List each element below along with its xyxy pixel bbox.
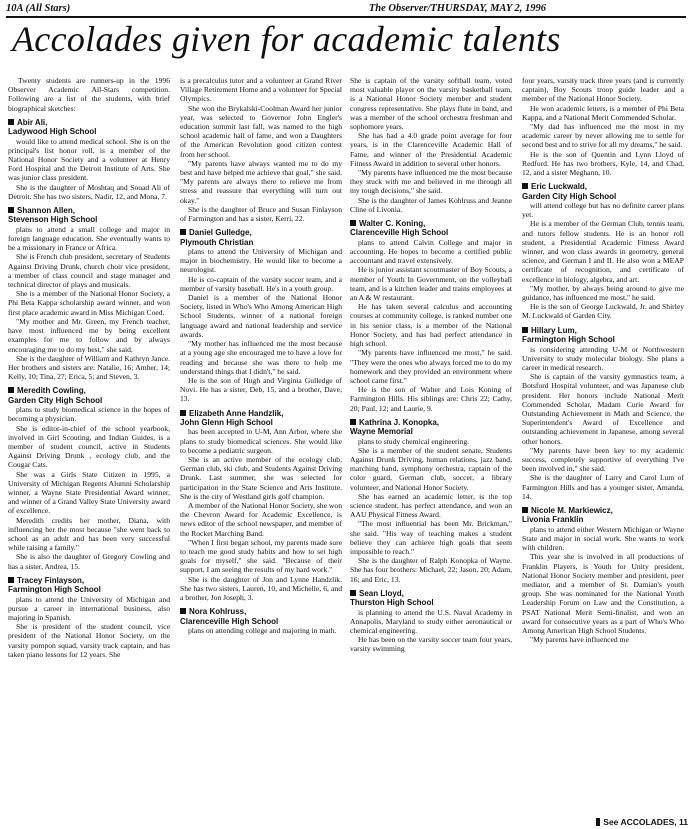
- paragraph: Meredith credits her mother, Diana, with influencing her the most because "she went back to school as an adult and has been very successful while raising a family.": [8, 515, 170, 553]
- student-school: Garden City High School: [8, 395, 103, 405]
- paragraph: "My parents have influenced me most," he said. "They were the ones who always forced me to do my homework and they provided an environment where school came first.": [350, 348, 512, 385]
- paragraph: She was a Girls State Citizen in 1995, a University of Michigan Regents Alumni Scholarship winner, a Wayne State Presidential Award winner, and winner of a Grand Valley State University award of excellence.: [8, 469, 170, 516]
- bullet-square-icon: [180, 229, 186, 235]
- paragraph: He is the son of Walter and Lois Koning of Farmington Hills. His siblings are: Chris 22; Cathy, 20; Paul, 12; and Laurie, 9.: [350, 385, 512, 413]
- paragraph: She is a member of the student senate, Students Against Drunk Driving, human relations, jazz band, marching band, symphony orchestra, captain of the color guard, German club, soccer, a library volunteer, and National Honor Society.: [350, 445, 512, 492]
- paragraph: A member of the National Honor Society, she won the Chevron Award for Academic Excellence, is news editor of the school newspaper, and member of the Rocket Marching Band.: [180, 500, 342, 538]
- section-label: 10A (All Stars): [6, 3, 71, 14]
- bullet-square-icon: [522, 327, 528, 333]
- student-name: Nora Kohlruss,: [189, 607, 247, 617]
- paragraph: would like to attend medical school. She is on the principal's list honor roll, is a member of the National Honor Society and a volunteer at Henry Ford Hospital and the Detroit Institute of Arts. She was junior class president.: [8, 136, 170, 183]
- paragraph: "My mother and Mr. Green, my French teacher, have most influenced me by being excellent examples for me to follow and by always encouraging me to do my best," she said.: [8, 316, 170, 354]
- paragraph: He is the son of George Luckwald, Jr. and Shirley M. Luckwald of Garden City.: [522, 302, 684, 321]
- student-heading: [522, 506, 684, 525]
- student-school: Stevenson High School: [8, 215, 98, 225]
- paragraph: plans to attend the University of Michigan and pursue a career in international business, also majoring in Spanish.: [8, 594, 170, 622]
- student-school: Clarenceville High School: [350, 228, 449, 238]
- student-heading: [8, 206, 170, 225]
- student-name: Walter C. Koning,: [359, 219, 426, 229]
- paragraph: plans to attend Calvin College and major in accounting. He hopes to become a certified public accountant and travel extensively.: [350, 237, 512, 266]
- student-heading: [8, 576, 170, 595]
- paragraph: She is a member of the National Honor Society, a Phi Beta Kappa scholarship award winner, and won first place academic award in Miss Michigan Coed.: [8, 289, 170, 317]
- paragraph: She is president of the student council, vice president of the National Honor Society, on the varsity pompon squad, varsity track captain, and has taken piano lessons for 12 years. She: [8, 622, 170, 659]
- paragraph: plans to attend the University of Michigan and major in biochemistry. He would like to become a neurologist.: [180, 247, 342, 275]
- student-school: Plymouth Christian: [180, 237, 254, 247]
- paragraph: She is the daughter of Jon and Lynne Handzlik. She has two sisters, Lauren, 10, and Michelle, 6, and a brother, Jon Joseph, 3.: [180, 574, 342, 602]
- paragraph: She is captain of the varsity gymnastics team, a Botsford Hospital volunteer, and was Japanese club president. Her honors include National Merit Commended Scholar, Madam Curie Award for Outstanding Achievement in Math and Science, the Superintendent's Award of Excellence and outstanding achievement in Japanese, among several other honors.: [522, 372, 684, 446]
- jump-marker: [596, 818, 600, 826]
- paragraph: Twenty students are runners-up in the 1996 Observer Academic All-Stars competition. Following are a list of the students, with brief biographical sketches:: [8, 76, 170, 113]
- paragraph: plans to study biomedical science in the hopes of becoming a physician.: [8, 405, 170, 424]
- bullet-square-icon: [180, 410, 186, 416]
- paragraph: four years, varsity track three years (and is currently captain), Boy Scouts troop guide leader and a member of the National Honor Society.: [522, 76, 684, 104]
- student-heading: [180, 228, 342, 247]
- paragraph: Daniel is a member of the National Honor Society, listed in Who's Who Among American High School Students, winner of a national foreign language award and national leadership and service awards.: [180, 293, 342, 339]
- paragraph: She is the daughter of William and Kathryn Jance. Her brothers and sisters are: Natalie, 16; Amber, 14; Kelly, 10; Tina, 27; Erica, 5; and Steven, 3.: [8, 353, 170, 382]
- paragraph: "My mother, by always being around to give me guidance, has influenced me most," he said.: [522, 283, 684, 303]
- student-heading: [350, 418, 512, 437]
- student-name: Meredith Cowling,: [17, 386, 86, 396]
- paragraph: She is French club president, secretary of Students Against Driving Drunk, church choir vice president, a member of class council and stage manager and technical director of plays and musicals.: [8, 252, 170, 290]
- student-name: Daniel Gulledge,: [189, 228, 252, 238]
- student-school: Clarenceville High School: [180, 616, 279, 626]
- paragraph: plans to attend either Western Michigan or Wayne State and major in social work. She wants to work with children.: [522, 524, 684, 553]
- column-1: [8, 76, 170, 811]
- paragraph: plans to attend a small college and major in foreign language education. She eventually wants to be a missionary in France or Africa.: [8, 224, 170, 253]
- student-name: Sean Lloyd,: [359, 588, 404, 598]
- paragraph: "My mother has influenced me the most because at a young age she encouraged me to have a love for reading and because she was there to help me understand things that I didn't," he said.: [180, 339, 342, 376]
- paragraph: She is the daughter of James Kohlruss and Jeanne Cline of Livonia.: [350, 195, 512, 214]
- paragraph: She is an active member of the ecology club, German club, ski club, and Students Against Driving Drunk. Last summer, she was selected for participation in the State Science and Arts Institute. She is the city of Westland girls golf champion.: [180, 454, 342, 501]
- student-name: Tracey Finlayson,: [17, 575, 85, 585]
- paragraph: He is the son of Hugh and Virginia Gulledge of Novi. He has a sister, Deb, 15, and a brother, Dave, 13.: [180, 375, 342, 404]
- bullet-square-icon: [8, 387, 14, 393]
- bullet-square-icon: [522, 183, 528, 189]
- bullet-square-icon: [522, 507, 528, 513]
- paragraph: He is co-captain of the varsity soccer team, and a member of varsity baseball. He's in a youth group.: [180, 274, 342, 293]
- column-2: [180, 76, 342, 811]
- article-body: [8, 76, 684, 811]
- student-school: Livonia Franklin: [522, 515, 584, 525]
- jump-text: See ACCOLADES, 11: [603, 817, 688, 827]
- bullet-square-icon: [8, 577, 14, 583]
- student-name: Kathrina J. Konopka,: [359, 417, 440, 427]
- student-heading: [180, 607, 342, 626]
- student-name: Shannon Allen,: [17, 206, 75, 216]
- paragraph: She is captain of the varsity softball team, voted most valuable player on the varsity basketball team, is a National Honor Society member and student congress representative. She plays flute in band, and was a member of the school orchestra freshman and sophomore years.: [350, 76, 512, 132]
- paragraph: She is the daughter of Larry and Carol Lum of Farmington Hills and has a younger sister, Amanda, 14.: [522, 473, 684, 501]
- paragraph: This year she is involved in all productions of Franklin Players, is Youth for Unity president, National Honor Society member and president, peer mediator, and a member of St. Damian's youth group. She was nominated for the National Youth Leadership Forum on Law and the Constitution, a PSAT National Merit Semi-finalist, and won an award for consecutive years as a part of Who's Who Among American High School Students.: [522, 552, 684, 635]
- paragraph: will attend college but has no definite career plans yet.: [522, 201, 684, 220]
- bullet-square-icon: [350, 590, 356, 596]
- paragraph: He is the son of Quentin and Lynn Lloyd of Redford. He has two brothers, Kyle, 14, and Chad, 12, and a sister Meghann, 10.: [522, 149, 684, 178]
- paragraph: plans on attending college and majoring in math.: [188, 626, 337, 635]
- student-heading: [180, 409, 342, 428]
- paragraph: He is a member of the German Club, tennis team, and tutors fellow students. He is an honor roll student, a Presidential Academic Fitness Award winner, and won class awards in geometry, general science, and German I and II. He also won a MEAP certificate of recognition, and certificate of excellence in biology, algebra, and art.: [522, 219, 684, 284]
- paper-dateline: The Observer/THURSDAY, MAY 2, 1996: [368, 3, 546, 14]
- paragraph: "My dad has influenced me the most in my academic career by never allowing me to settle for second best and to strive for all my dreams," he said.: [522, 122, 684, 150]
- student-school: Garden City High School: [522, 191, 617, 201]
- paragraph: is a precalculus tutor and a volunteer at Grand River Village Retirement Home and a volunteer for Special Olympics.: [180, 76, 342, 104]
- student-heading: [350, 219, 512, 238]
- student-heading: [522, 182, 684, 201]
- student-school: Wayne Memorial: [350, 427, 413, 437]
- student-name: Eric Luckwald,: [531, 182, 588, 192]
- bullet-square-icon: [8, 207, 14, 213]
- column-3: [350, 76, 512, 811]
- student-school: Ladywood High School: [8, 127, 97, 137]
- student-name: Abir Ali,: [17, 117, 48, 127]
- paragraph: "My parents have influenced me: [530, 635, 629, 645]
- bullet-square-icon: [350, 220, 356, 226]
- paragraph: She is the daughter of Bruce and Susan Finlayson of Farmington and has a sister, Kerri, 22.: [180, 204, 342, 224]
- student-school: Farmington High School: [8, 585, 101, 595]
- paragraph: "The most influential has been Mr. Brickman," she said. "His way of teaching makes a student believe they can achieve high goals that seem impossible to reach.": [350, 519, 512, 556]
- student-name: Nicole M. Markiewicz,: [531, 505, 613, 515]
- paragraph: She won the Brykalski-Coolman Award her junior year, was selected to Governor John Engler's education summit last fall, was named to the high school academic hall of fame, and won a Daughters of the American Revolution good citizen contest from her school.: [180, 103, 342, 159]
- student-school: John Glenn High School: [180, 417, 273, 427]
- student-name: Hillary Lum,: [531, 325, 577, 335]
- jump-line: [596, 817, 688, 827]
- paragraph: has been accepted to U-M, Ann Arbor, where she plans to study biomedical sciences. She would like to become a pediatric surgeon.: [180, 427, 342, 455]
- student-school: Thurston High School: [350, 598, 434, 608]
- bullet-square-icon: [350, 419, 356, 425]
- student-heading: [8, 118, 170, 137]
- paragraph: She is also the daughter of Gregory Cowling and has a sister, Andrea, 15.: [8, 552, 170, 571]
- paragraph: "My parents have always wanted me to do my best and have helped me achieve that goal," she said. "My parents are always there to relieve me from stress and reassure that everything will turn out okay.": [180, 158, 342, 205]
- paragraph: plans to study chemical engineering.: [358, 436, 470, 446]
- paragraph: He won academic letters, is a member of Phi Beta Kappa, and a National Merit Commended Scholar.: [522, 103, 684, 122]
- column-4: [522, 76, 684, 811]
- paragraph: She is the daughter of Ralph Konopka of Wayne. She has four brothers: Michael, 22; Jason, 20; Adam, 16; and Eric, 13.: [350, 556, 512, 584]
- paragraph: "When I first began school, my parents made sure to teach me good study habits and how to set high goals for myself," she said. "Because of their support, I am seeing the results of my hard work.": [180, 537, 342, 575]
- paragraph: She has earned an academic letter, is the top science student, has perfect attendance, and won an AAU Physical Fitness Award.: [350, 491, 512, 520]
- headline: Accolades given for academic talents: [12, 19, 561, 59]
- paragraph: is planning to attend the U.S. Naval Academy in Annapolis, Maryland to study either aeronautical or chemical engineering.: [350, 607, 512, 635]
- paragraph: He has been on the varsity soccer team four years, varsity swimming: [350, 635, 512, 654]
- paragraph: He has taken several calculus and accounting courses at community college, is ranked number one in his senior class, is a member of the National Honor Society, and has had perfect attendance in high school.: [350, 302, 512, 349]
- student-heading: [8, 386, 170, 405]
- paragraph: is considering attending U-M or Northwestern University to study molecular biology. She plans a career in medical research.: [522, 344, 684, 372]
- paragraph: "My parents have been key to my academic success, completely supportive of everything I've been involved in," she said.: [522, 445, 684, 474]
- paragraph: She is the daughter of Moshtaq and Souad Ali of Detroit. She has two sisters, Nadir, 12, and Mona, 7.: [8, 182, 170, 201]
- student-school: Farmington High School: [522, 335, 615, 345]
- paragraph: He is junior assistant scoutmaster of Boy Scouts, a member of Youth In Government, on the volleyball team, and is a kitchen leader and trains employees at an A & W restaurant.: [350, 265, 512, 303]
- student-name: Elizabeth Anne Handzlik,: [189, 408, 284, 418]
- bullet-square-icon: [180, 608, 186, 614]
- student-heading: [350, 589, 512, 608]
- student-heading: [522, 326, 684, 345]
- paragraph: "My parents have influenced me the most because they stuck with me and believed in me through all my tough decisions," she said.: [350, 168, 512, 196]
- bullet-square-icon: [8, 119, 14, 125]
- paragraph: She has had a 4.0 grade point average for four years, is in the Clarenceville Academic Hall of Fame, and winner of the Presidential Academic Fitness Award in addition to several other honors.: [350, 131, 512, 168]
- paragraph: She is editor-in-chief of the school yearbook, involved in Girl Scouting, and Indian Guides, is a member of student council, active in Students Against Driving Drunk , ecology club, and the Cougar Cats.: [8, 423, 170, 470]
